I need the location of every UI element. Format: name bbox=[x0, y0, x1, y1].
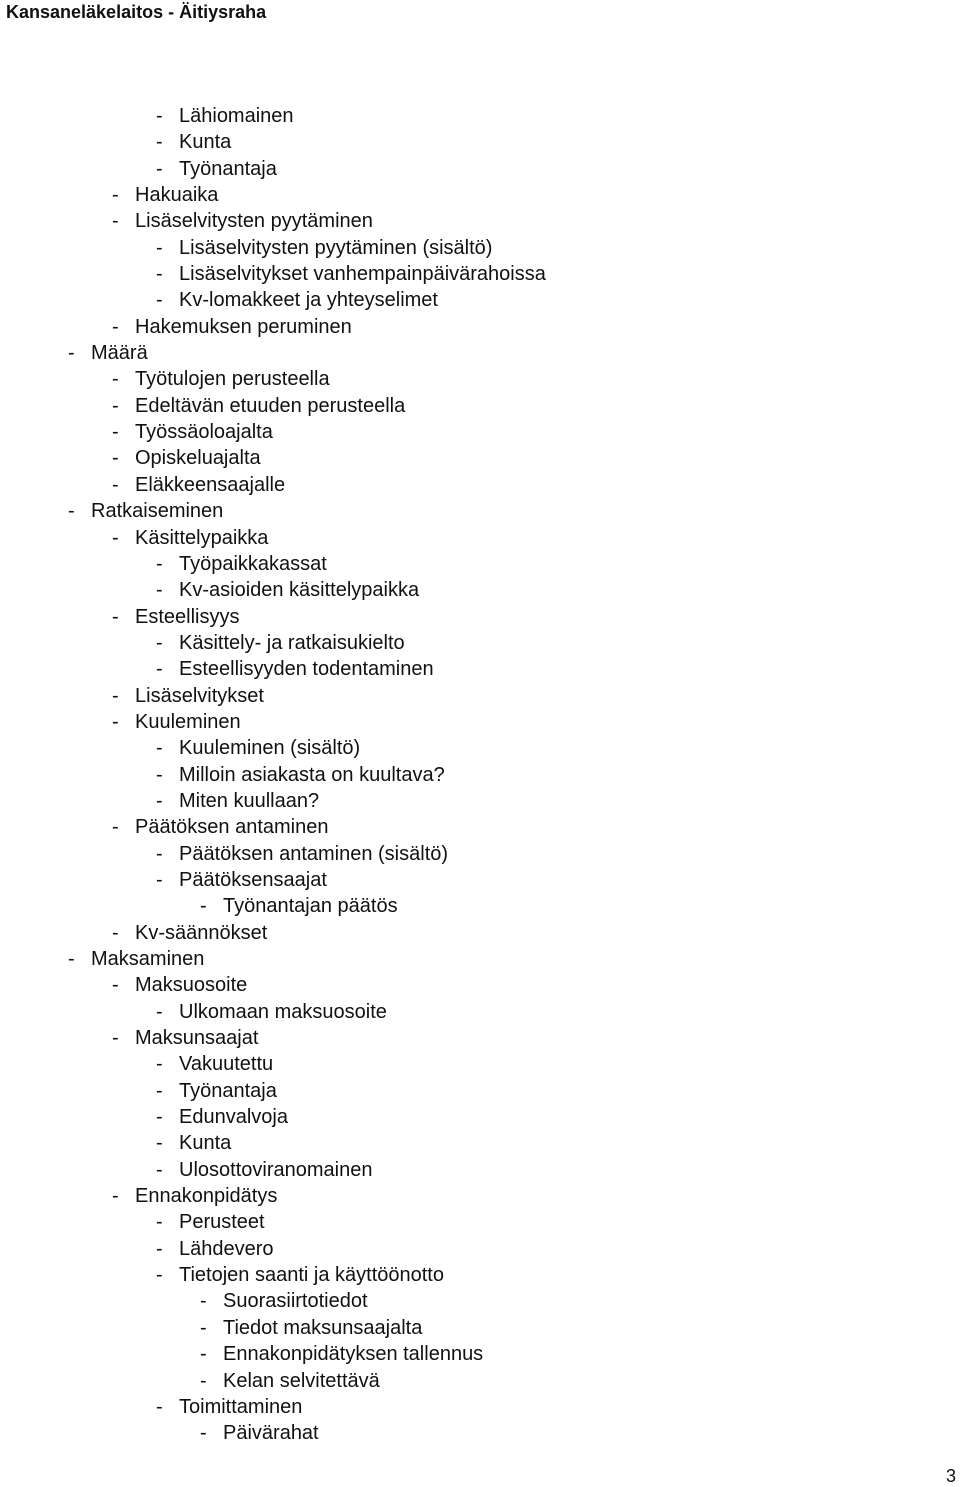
outline-list bbox=[0, 103, 546, 1447]
outline-item-label: Lisäselvitykset vanhempainpäivärahoissa bbox=[179, 263, 546, 286]
outline-item-label: Hakuaika bbox=[135, 184, 219, 207]
outline-item bbox=[0, 1368, 546, 1394]
page-title: Kansaneläkelaitos - Äitiysraha bbox=[6, 2, 267, 22]
bullet-dash: - bbox=[68, 342, 75, 365]
outline-item-label: Vakuutettu bbox=[179, 1053, 274, 1076]
outline-item bbox=[0, 1315, 546, 1341]
outline-item-label: Ulosottoviranomainen bbox=[179, 1158, 373, 1181]
outline-item bbox=[0, 366, 546, 392]
outline-item-label: Päätöksensaajat bbox=[179, 868, 327, 891]
outline-item bbox=[0, 577, 546, 603]
outline-item bbox=[0, 920, 546, 946]
outline-item bbox=[0, 814, 546, 840]
outline-item bbox=[0, 1394, 546, 1420]
bullet-dash: - bbox=[156, 1264, 163, 1287]
bullet-dash: - bbox=[156, 157, 163, 180]
outline-item-label: Työpaikkakassat bbox=[179, 552, 327, 575]
outline-item bbox=[0, 788, 546, 814]
outline-item bbox=[0, 287, 546, 313]
outline-item bbox=[0, 841, 546, 867]
outline-item bbox=[0, 1104, 546, 1130]
bullet-dash: - bbox=[112, 210, 119, 233]
outline-item-label: Miten kuullaan? bbox=[179, 789, 320, 812]
outline-item-label: Työnantajan päätös bbox=[223, 895, 398, 918]
bullet-dash: - bbox=[156, 1158, 163, 1181]
outline-item-label: Päätöksen antaminen bbox=[135, 816, 329, 839]
bullet-dash: - bbox=[112, 974, 119, 997]
outline-item bbox=[0, 261, 546, 287]
outline-item bbox=[0, 604, 546, 630]
outline-item bbox=[0, 1262, 546, 1288]
bullet-dash: - bbox=[112, 394, 119, 417]
outline-item bbox=[0, 867, 546, 893]
bullet-dash: - bbox=[156, 658, 163, 681]
bullet-dash: - bbox=[156, 263, 163, 286]
bullet-dash: - bbox=[112, 1027, 119, 1050]
bullet-dash: - bbox=[156, 868, 163, 891]
outline-item-label: Suorasiirtotiedot bbox=[223, 1290, 368, 1313]
outline-item bbox=[0, 156, 546, 182]
bullet-dash: - bbox=[156, 1237, 163, 1260]
outline-item-label: Maksaminen bbox=[91, 948, 205, 970]
bullet-dash: - bbox=[200, 1343, 207, 1366]
outline-item bbox=[0, 1078, 546, 1104]
bullet-dash: - bbox=[156, 236, 163, 259]
outline-item bbox=[0, 1288, 546, 1314]
outline-item bbox=[0, 656, 546, 682]
outline-item-label: Ennakonpidätyksen tallennus bbox=[223, 1343, 484, 1366]
bullet-dash: - bbox=[112, 684, 119, 707]
outline-item-label: Kv-lomakkeet ja yhteyselimet bbox=[179, 289, 438, 312]
bullet-dash: - bbox=[200, 1422, 207, 1445]
outline-item-label: Eläkkeensaajalle bbox=[135, 473, 286, 496]
outline-item-label: Käsittely- ja ratkaisukielto bbox=[179, 631, 405, 654]
outline-item-label: Kuuleminen bbox=[135, 710, 241, 733]
bullet-dash: - bbox=[156, 789, 163, 812]
bullet-dash: - bbox=[112, 368, 119, 391]
outline-item-label: Maksunsaajat bbox=[135, 1027, 259, 1050]
outline-item bbox=[0, 762, 546, 788]
outline-item-label: Lähiomainen bbox=[179, 105, 294, 127]
outline-item-label: Edunvalvoja bbox=[179, 1106, 288, 1129]
bullet-dash: - bbox=[112, 315, 119, 338]
bullet-dash: - bbox=[112, 1185, 119, 1208]
outline-item bbox=[0, 525, 546, 551]
outline-item-label: Kelan selvitettävä bbox=[223, 1369, 380, 1392]
outline-item bbox=[0, 208, 546, 234]
outline-item bbox=[0, 235, 546, 261]
outline-item bbox=[0, 1157, 546, 1183]
outline-item bbox=[0, 1025, 546, 1051]
outline-item-label: Tietojen saanti ja käyttöönotto bbox=[179, 1264, 444, 1287]
outline-item bbox=[0, 893, 546, 919]
bullet-dash: - bbox=[112, 816, 119, 839]
bullet-dash: - bbox=[68, 500, 75, 523]
outline-item bbox=[0, 472, 546, 498]
outline-item bbox=[0, 498, 546, 524]
bullet-dash: - bbox=[156, 1053, 163, 1076]
outline-item bbox=[0, 999, 546, 1025]
outline-item-label: Päätöksen antaminen (sisältö) bbox=[179, 842, 449, 865]
outline-item bbox=[0, 314, 546, 340]
outline-item-label: Ratkaiseminen bbox=[91, 500, 224, 523]
outline-item bbox=[0, 1209, 546, 1235]
bullet-dash: - bbox=[200, 1369, 207, 1392]
bullet-dash: - bbox=[156, 1106, 163, 1129]
outline-item-label: Työnantaja bbox=[179, 1079, 277, 1102]
outline-item bbox=[0, 551, 546, 577]
outline-item-label: Tiedot maksunsaajalta bbox=[223, 1316, 423, 1339]
outline-item-label: Lisäselvitykset bbox=[135, 684, 264, 707]
bullet-dash: - bbox=[68, 948, 75, 970]
outline-item bbox=[0, 340, 546, 366]
bullet-dash: - bbox=[156, 105, 163, 127]
outline-item bbox=[0, 735, 546, 761]
outline-item bbox=[0, 683, 546, 709]
outline-item-label: Esteellisyys bbox=[135, 605, 240, 628]
bullet-dash: - bbox=[112, 526, 119, 549]
outline-item-label: Työtulojen perusteella bbox=[135, 368, 330, 391]
outline-item-label: Milloin asiakasta on kuultava? bbox=[179, 763, 445, 786]
outline-item-label: Toimittaminen bbox=[179, 1395, 303, 1418]
bullet-dash: - bbox=[156, 842, 163, 865]
outline-item-label: Lisäselvitysten pyytäminen bbox=[135, 210, 373, 233]
outline-item-label: Ulkomaan maksuosoite bbox=[179, 1000, 387, 1023]
bullet-dash: - bbox=[156, 552, 163, 575]
outline-item bbox=[0, 1341, 546, 1367]
outline-item-label: Hakemuksen peruminen bbox=[135, 315, 352, 338]
outline-item bbox=[0, 1130, 546, 1156]
bullet-dash: - bbox=[112, 184, 119, 207]
outline-item bbox=[0, 972, 546, 998]
bullet-dash: - bbox=[156, 1132, 163, 1155]
bullet-dash: - bbox=[156, 131, 163, 154]
outline-item bbox=[0, 393, 546, 419]
bullet-dash: - bbox=[156, 1079, 163, 1102]
page-number: 3 bbox=[945, 1466, 956, 1486]
outline-item-label: Kuuleminen (sisältö) bbox=[179, 737, 361, 760]
bullet-dash: - bbox=[156, 737, 163, 760]
outline-item bbox=[0, 1183, 546, 1209]
outline-item-label: Lähdevero bbox=[179, 1237, 274, 1260]
outline-item bbox=[0, 709, 546, 735]
outline-item bbox=[0, 182, 546, 208]
outline-item-label: Työssäoloajalta bbox=[135, 421, 273, 444]
outline-item bbox=[0, 103, 546, 129]
outline-item-label: Perusteet bbox=[179, 1211, 265, 1234]
outline-item bbox=[0, 445, 546, 471]
bullet-dash: - bbox=[200, 1290, 207, 1313]
outline-item bbox=[0, 1236, 546, 1262]
bullet-dash: - bbox=[156, 1211, 163, 1234]
bullet-dash: - bbox=[156, 631, 163, 654]
outline-item bbox=[0, 129, 546, 155]
bullet-dash: - bbox=[112, 447, 119, 470]
bullet-dash: - bbox=[156, 579, 163, 602]
outline-item-label: Kv-asioiden käsittelypaikka bbox=[179, 579, 420, 602]
outline-item-label: Esteellisyyden todentaminen bbox=[179, 658, 434, 681]
outline-item-label: Kv-säännökset bbox=[135, 921, 268, 944]
bullet-dash: - bbox=[156, 289, 163, 312]
outline-item-label: Opiskeluajalta bbox=[135, 447, 261, 470]
outline-item-label: Edeltävän etuuden perusteella bbox=[135, 394, 406, 417]
outline-item-label: Työnantaja bbox=[179, 157, 277, 180]
outline-item bbox=[0, 1051, 546, 1077]
outline-item-label: Maksuosoite bbox=[135, 974, 248, 997]
bullet-dash: - bbox=[112, 473, 119, 496]
outline-item-label: Kunta bbox=[179, 1132, 232, 1155]
bullet-dash: - bbox=[156, 1000, 163, 1023]
outline-item-label: Päivärahat bbox=[223, 1422, 319, 1445]
bullet-dash: - bbox=[112, 421, 119, 444]
outline-item bbox=[0, 1420, 546, 1446]
bullet-dash: - bbox=[156, 763, 163, 786]
outline-item bbox=[0, 419, 546, 445]
outline-item bbox=[0, 630, 546, 656]
outline-item-label: Käsittelypaikka bbox=[135, 526, 269, 549]
bullet-dash: - bbox=[112, 605, 119, 628]
bullet-dash: - bbox=[112, 710, 119, 733]
bullet-dash: - bbox=[200, 895, 207, 918]
outline-item bbox=[0, 946, 546, 972]
outline-item-label: Määrä bbox=[91, 342, 148, 365]
outline-item-label: Kunta bbox=[179, 131, 232, 154]
outline-item-label: Lisäselvitysten pyytäminen (sisältö) bbox=[179, 236, 493, 259]
outline-item-label: Ennakonpidätys bbox=[135, 1185, 278, 1208]
bullet-dash: - bbox=[112, 921, 119, 944]
bullet-dash: - bbox=[156, 1395, 163, 1418]
bullet-dash: - bbox=[200, 1316, 207, 1339]
